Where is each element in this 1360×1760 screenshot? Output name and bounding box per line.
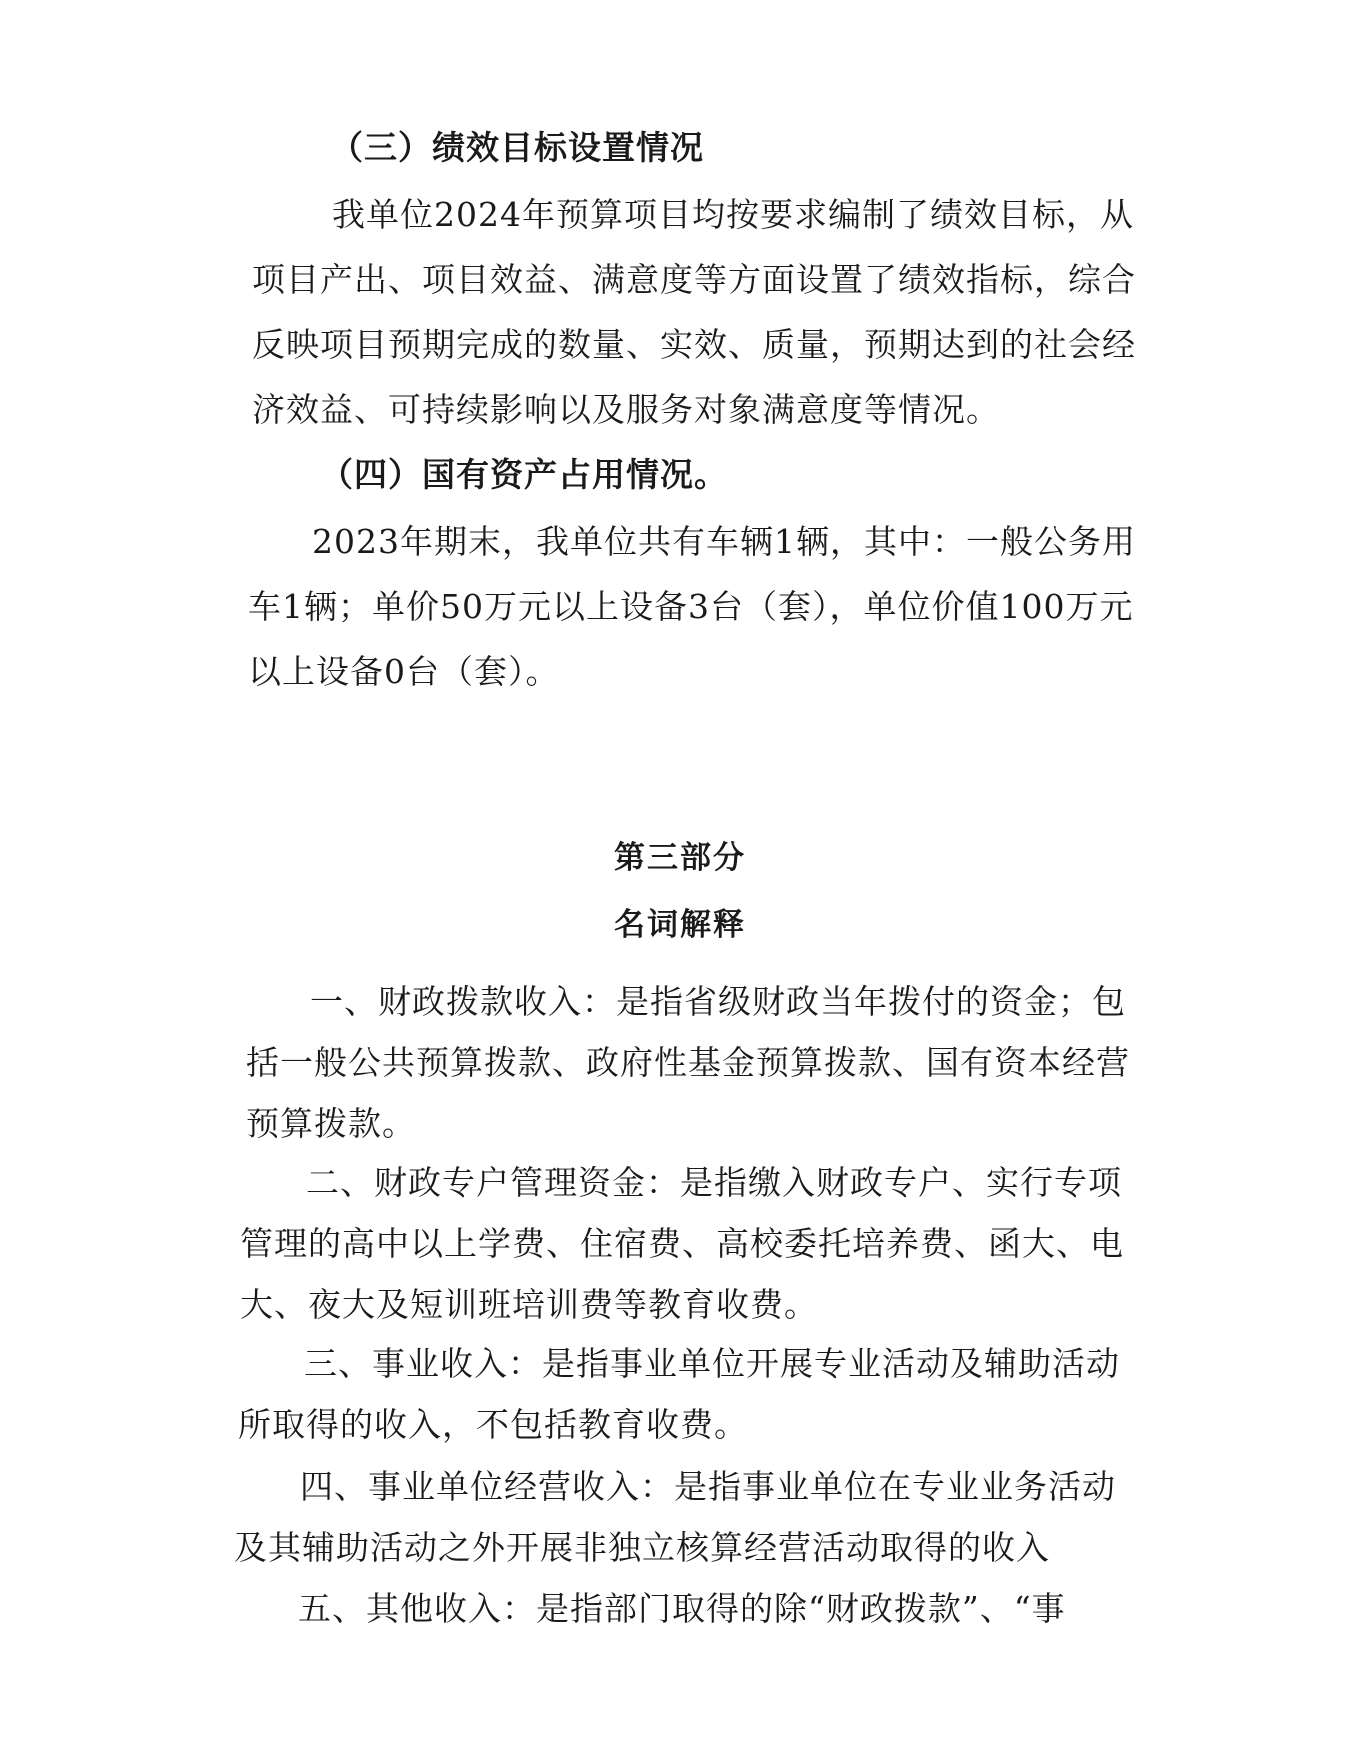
term-line: 所取得的收入，不包括教育收费。 [238, 1405, 748, 1444]
term-line: 预算拨款。 [246, 1104, 416, 1143]
term-line: 及其辅助活动之外开展非独立核算经营活动取得的收入 [234, 1528, 1050, 1567]
paragraph-line: 我单位2024年预算项目均按要求编制了绩效目标，从 [332, 195, 1134, 234]
term-line: 二、财政专户管理资金：是指缴入财政专户、实行专项 [306, 1163, 1122, 1202]
part-title: 第三部分 [614, 840, 746, 876]
paragraph-line: 济效益、可持续影响以及服务对象满意度等情况。 [252, 390, 1000, 429]
paragraph-line: 项目产出、项目效益、满意度等方面设置了绩效指标，综合 [252, 260, 1136, 299]
term-line: 大、夜大及短训班培训费等教育收费。 [240, 1285, 818, 1324]
section-heading-state-assets: （四）国有资产占用情况。 [320, 455, 728, 494]
paragraph-line: 2023年期末，我单位共有车辆1辆，其中：一般公务用 [312, 522, 1136, 561]
term-line: 一、财政拨款收入：是指省级财政当年拨付的资金；包 [310, 982, 1126, 1021]
term-line: 三、事业收入：是指事业单位开展专业活动及辅助活动 [304, 1344, 1120, 1383]
paragraph-line: 车1辆；单价50万元以上设备3台（套），单位价值100万元 [248, 587, 1134, 626]
part-subtitle: 名词解释 [614, 907, 746, 943]
term-line: 五、其他收入：是指部门取得的除“财政拨款”、“事 [298, 1589, 1066, 1628]
term-line: 四、事业单位经营收入：是指事业单位在专业业务活动 [300, 1467, 1116, 1506]
paragraph-line: 反映项目预期完成的数量、实效、质量，预期达到的社会经 [252, 325, 1136, 364]
term-line: 括一般公共预算拨款、政府性基金预算拨款、国有资本经营 [246, 1043, 1130, 1082]
section-heading-performance-goals: （三）绩效目标设置情况 [330, 128, 704, 167]
paragraph-line: 以上设备0台（套）。 [248, 652, 560, 691]
term-line: 管理的高中以上学费、住宿费、高校委托培养费、函大、电 [240, 1224, 1124, 1263]
